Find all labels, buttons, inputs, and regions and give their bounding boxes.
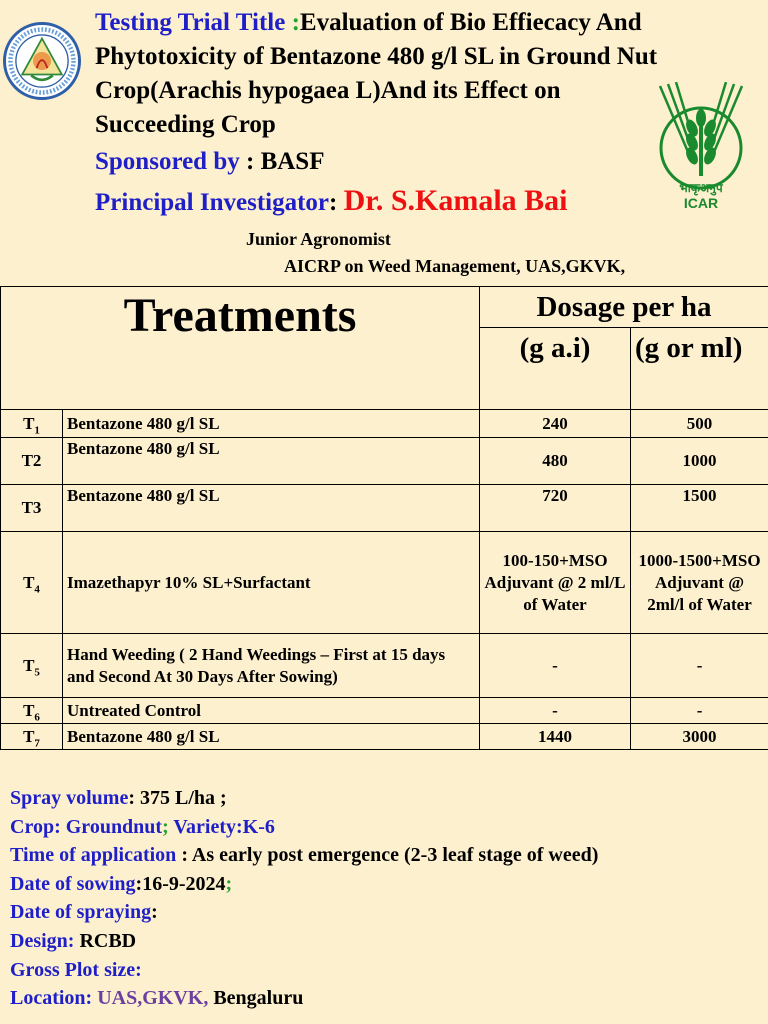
title-line-2: Phytotoxicity of Bentazone 480 g/l SL in Ground Nut (95, 43, 658, 70)
pi-colon: : (329, 189, 344, 216)
treatment-name: Imazethapyr 10% SL+Surfactant (63, 532, 480, 634)
location-value-city: Bengaluru (208, 987, 304, 1010)
pi-affiliation: AICRP on Weed Management, UAS,GKVK, (284, 256, 626, 276)
treatment-code: $T_6$ (1, 698, 63, 724)
sponsor-line (95, 145, 324, 179)
title-colon: : (291, 9, 300, 36)
header-unit-ai: (g a.i) (480, 328, 631, 410)
treatment-code: T2 (1, 438, 63, 485)
dose-product: - (631, 634, 768, 698)
date-of-spraying-line (10, 898, 598, 927)
pi-label: Principal Investigator (95, 189, 330, 216)
table-row (1, 532, 768, 634)
table-row (1, 410, 768, 438)
time-label: Time of application (10, 844, 177, 867)
treatment-name: Bentazone 480 g/l SL (63, 724, 480, 750)
treatment-name: Bentazone 480 g/l SL (63, 485, 480, 532)
header-dosage: Dosage per ha (480, 287, 768, 328)
dose-ai: 240 (480, 410, 631, 438)
trial-details (10, 784, 598, 1013)
crop-separator: ; (162, 815, 169, 838)
plot-label: Gross Plot size: (10, 958, 142, 981)
sponsor-value: : BASF (246, 148, 325, 175)
table-row (1, 438, 768, 485)
spray-volume-value: : 375 L/ha ; (128, 787, 227, 809)
treatment-code: $T_4$ (1, 532, 63, 634)
header-treatments: Treatments (1, 287, 480, 410)
treatment-name: Bentazone 480 g/l SL (63, 438, 480, 485)
icar-hindi-text: भाकृअनुप (679, 181, 723, 195)
treatment-name: Untreated Control (63, 698, 480, 724)
table-row (1, 698, 768, 724)
table-row (1, 724, 768, 750)
sponsor-label: Sponsored by (95, 148, 246, 175)
dose-ai: 720 (480, 485, 631, 532)
spray-volume-line (10, 784, 598, 813)
time-of-application-line (10, 841, 598, 870)
dose-ai: - (480, 698, 631, 724)
title-label: Testing Trial Title (95, 9, 292, 36)
dose-ai: 480 (480, 438, 631, 485)
principal-investigator-line (95, 182, 568, 222)
dose-product: 1500 (631, 485, 768, 532)
crop-line (10, 813, 598, 842)
treatment-code: $T_5$ (1, 634, 63, 698)
design-value: RCBD (74, 929, 137, 952)
uas-logo (3, 22, 81, 100)
location-value-campus: UAS,GKVK, (92, 987, 209, 1010)
date-of-sowing-line (10, 870, 598, 899)
sowing-value: :16-9-2024 (135, 872, 226, 895)
table-row (1, 485, 768, 532)
header-unit-product: (g or ml) (631, 328, 768, 410)
title-line-3: Crop(Arachis hypogaea L)And its Effect on (95, 77, 561, 104)
treatment-code: $T_1$ (1, 410, 63, 438)
icar-text: ICAR (683, 195, 719, 211)
crop-label: Crop: Groundnut (10, 815, 163, 838)
pi-designation: Junior Agronomist (246, 229, 391, 249)
dose-product: - (631, 698, 768, 724)
variety-label: Variety:K-6 (168, 815, 275, 838)
treatment-name: Hand Weeding ( 2 Hand Weedings – First at 15 days and Second At 30 Days After Sowing) (63, 634, 480, 698)
trial-title (95, 6, 755, 142)
design-line (10, 927, 598, 956)
sowing-separator: ; (225, 872, 233, 895)
dose-ai: 100-150+MSO Adjuvant @ 2 ml/L of Water (480, 532, 631, 634)
dose-product: 1000-1500+MSO Adjuvant @ 2ml/l of Water (631, 532, 768, 634)
sowing-label: Date of sowing (10, 872, 136, 895)
dose-ai: 1440 (480, 724, 631, 750)
spray-volume-label: Spray volume (10, 787, 129, 809)
treatments-table (0, 286, 768, 750)
title-line-1: Evaluation of Bio Effiecacy And (299, 9, 642, 36)
dose-product: 500 (631, 410, 768, 438)
table-row (1, 634, 768, 698)
design-label: Design: (10, 929, 75, 952)
pi-name: Dr. S.Kamala Bai (343, 184, 568, 217)
dose-product: 1000 (631, 438, 768, 485)
treatment-code: T3 (1, 485, 63, 532)
dose-ai: - (480, 634, 631, 698)
spraying-value: : (151, 901, 158, 924)
dose-product: 3000 (631, 724, 768, 750)
treatment-code: $T_7$ (1, 724, 63, 750)
uas-emblem-icon (6, 25, 78, 97)
location-label: Location: (10, 987, 93, 1010)
spraying-label: Date of spraying (10, 901, 152, 924)
title-line-4: Succeeding Crop (95, 111, 276, 138)
plot-size-line (10, 956, 598, 985)
treatment-name: Bentazone 480 g/l SL (63, 410, 480, 438)
location-line (10, 984, 598, 1013)
time-value: : As early post emergence (2-3 leaf stage of weed) (176, 844, 599, 867)
